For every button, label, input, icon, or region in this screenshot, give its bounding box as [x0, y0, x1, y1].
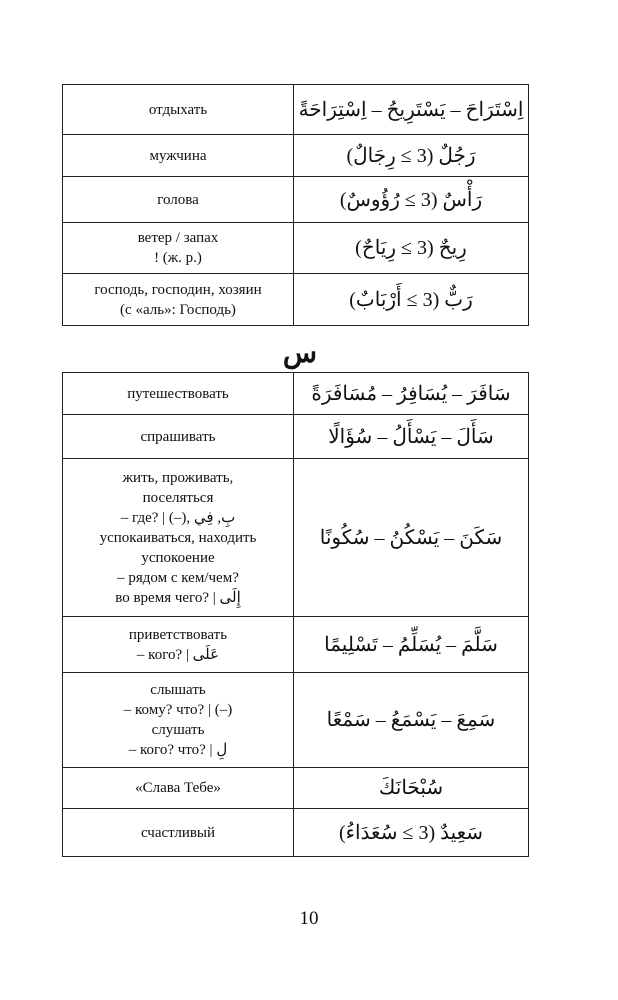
table-row — [63, 459, 529, 617]
russian-text: приветствовать — [128, 626, 228, 643]
russian-text: жить, проживать, — [122, 469, 234, 486]
arabic-cell — [294, 274, 529, 326]
arabic-text: سَافَرَ – يُسَافِرُ – مُسَافَرَةً — [311, 382, 511, 405]
russian-text-part: во время чего? | — [115, 589, 220, 606]
arabic-text: سَعِيدٌ (3 ≥ سُعَدَاءُ) — [338, 821, 484, 844]
table-row — [63, 809, 529, 857]
russian-text-part: – кого? что? | — [128, 742, 217, 758]
russian-text: мужчина — [149, 147, 207, 164]
russian-cell — [63, 135, 294, 177]
arabic-inline-text: لِ — [216, 742, 228, 758]
russian-cell — [63, 415, 294, 459]
russian-text: спрашивать — [140, 428, 216, 445]
arabic-cell — [294, 373, 529, 415]
arabic-text: اِسْتَرَاحَ – يَسْتَرِيحُ – اِسْتِرَاحَةً — [298, 98, 524, 121]
arabic-cell — [294, 617, 529, 673]
arabic-cell — [294, 768, 529, 809]
russian-cell — [63, 459, 294, 617]
table-row — [63, 274, 529, 326]
russian-cell — [63, 177, 294, 223]
arabic-inline-text: بِ, فِي — [193, 509, 236, 526]
table-row — [63, 768, 529, 809]
table-row — [63, 85, 529, 135]
table-row — [63, 135, 529, 177]
russian-text: успокаиваться, находить — [99, 529, 257, 546]
russian-text — [63, 645, 293, 665]
russian-text: ! (ж. р.) — [154, 250, 202, 266]
russian-text: путешествовать — [127, 385, 229, 402]
vocab-table-2 — [62, 372, 529, 857]
russian-text: ветер / запах — [137, 230, 219, 246]
russian-text: (с «аль»: Господь) — [120, 301, 236, 318]
arabic-cell — [294, 415, 529, 459]
russian-text: успокоение — [141, 549, 215, 566]
table-row — [63, 673, 529, 768]
arabic-text: رِيحٌ (3 ≥ رِيَاحٌ) — [355, 237, 467, 259]
russian-text — [63, 588, 293, 608]
russian-cell — [63, 223, 294, 274]
russian-cell — [63, 673, 294, 768]
arabic-text: سَمِعَ – يَسْمَعُ – سَمْعًا — [326, 709, 496, 731]
russian-text — [63, 508, 293, 528]
arabic-cell — [294, 459, 529, 617]
arabic-text: رَجُلٌ (3 ≥ رِجَالٌ) — [346, 144, 476, 167]
table-row — [63, 177, 529, 223]
arabic-cell — [294, 223, 529, 274]
russian-text — [63, 740, 293, 760]
arabic-inline-text: إِلَى — [219, 589, 241, 606]
russian-text: «Слава Тебе» — [135, 780, 221, 796]
table-row — [63, 617, 529, 673]
russian-text: – кому? что? | (–) — [123, 702, 233, 718]
arabic-text: سَأَلَ – يَسْأَلُ – سُؤَالًا — [328, 425, 494, 448]
page-number: 10 — [299, 908, 319, 929]
arabic-text: رَأْسٌ (3 ≥ رُؤُوسٌ) — [339, 188, 483, 211]
section-letter-heading: س — [282, 338, 318, 369]
russian-text: поселяться — [142, 489, 214, 506]
arabic-inline-text: عَلَى — [192, 646, 220, 663]
arabic-cell — [294, 809, 529, 857]
russian-text: счастливый — [140, 824, 216, 841]
arabic-text: سُبْحَانَكَ — [378, 777, 444, 799]
russian-cell — [63, 85, 294, 135]
russian-cell — [63, 809, 294, 857]
table-row — [63, 223, 529, 274]
russian-text-part: – кого? | — [136, 646, 193, 663]
arabic-cell — [294, 177, 529, 223]
russian-text: господь, господин, хозяин — [94, 281, 262, 298]
russian-text: отдыхать — [148, 101, 208, 118]
arabic-text: سَلَّمَ – يُسَلِّمُ – تَسْلِيمًا — [324, 633, 498, 656]
russian-text-part: – где? | (–), — [120, 509, 194, 526]
russian-cell — [63, 274, 294, 326]
russian-cell — [63, 617, 294, 673]
arabic-cell — [294, 673, 529, 768]
russian-text: слышать — [150, 682, 206, 698]
table-row — [63, 373, 529, 415]
russian-text: голова — [157, 191, 199, 208]
table-row — [63, 415, 529, 459]
arabic-text: سَكَنَ – يَسْكُنُ – سُكُونًا — [319, 526, 503, 549]
russian-cell — [63, 373, 294, 415]
russian-text: слушать — [151, 722, 205, 738]
russian-cell — [63, 768, 294, 809]
russian-text: – рядом с кем/чем? — [117, 569, 239, 586]
arabic-cell — [294, 135, 529, 177]
arabic-text: رَبٌّ (3 ≥ أَرْبَابٌ) — [349, 288, 473, 311]
arabic-cell — [294, 85, 529, 135]
vocab-table-1 — [62, 84, 529, 326]
